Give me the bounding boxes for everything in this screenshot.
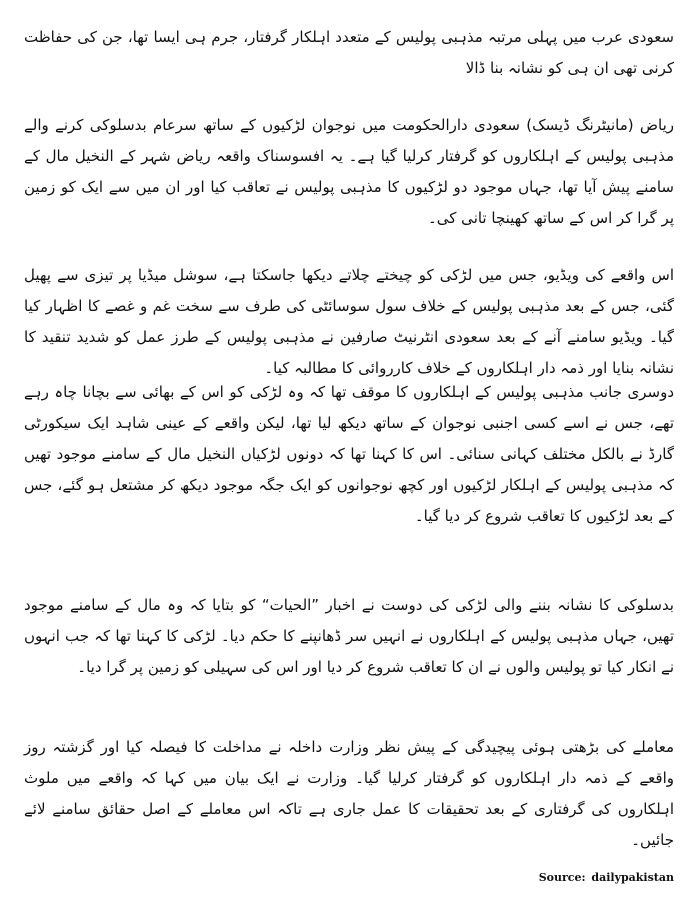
article-paragraph-2: اس واقعے کی ویڈیو، جس میں لڑکی کو چیختے چلاتے دیکھا جاسکتا ہے، سوشل میڈیا پر تیزی سے پھیل گئی، جس کے بعد مذہبی پولیس کے خلاف سول سوسائٹی کی طرف سے سخت غم و غصے کا اظہار کیا گیا۔ ویڈیو سامنے آنے کے بعد سعودی انٹرنیٹ صارفین نے مذہبی پولیس کے طرز عمل کو شدید تنقید کا نشانہ بنایا اور ذمہ دار اہلکاروں کے خلاف کارروائی کا مطالبہ کیا۔ [24,266,674,377]
source-name: dailypakistan [591,871,674,884]
article-paragraph-5: معاملے کی بڑھتی ہوئی پیچیدگی کے پیش نظر وزارت داخلہ نے مداخلت کا فیصلہ کیا اور گزشتہ روز واقعے کے ذمہ دار اہلکاروں کو گرفتار کرلیا گیا۔ وزارت نے ایک بیان میں کہا کہ واقعے میں ملوث اہلکاروں کی گرفتاری کے بعد تحقیقات کا عمل جاری ہے تاکہ اس معاملے کے اصل حقائق سامنے لائے جائیں۔ [24,738,674,849]
article-paragraph-4: بدسلوکی کا نشانہ بننے والی لڑکی کی دوست نے اخبار ”الحیات“ کو بتایا کہ وہ مال کے سامنے موجود تھیں، جہاں مذہبی پولیس کے اہلکاروں نے انہیں سر ڈھانپنے کا حکم دیا۔ لڑکی کا کہنا تھا کہ جب انہوں نے انکار کیا تو پولیس والوں نے ان کا تعاقب شروع کر دیا اور اس کی سہیلی کو زمین پر گرا دیا۔ [24,596,674,676]
source-label: Source: [538,871,586,884]
article-paragraph-3: دوسری جانب مذہبی پولیس کے اہلکاروں کا موقف تھا کہ وہ لڑکی کو اس کے بھائی سے بچانا چاہ رہے تھے، جس نے اسے کسی اجنبی نوجوان کے ساتھ دیکھ لیا تھا، لیکن واقعے کے عینی شاہد ایک سیکورٹی گارڈ نے بالکل مختلف کہانی سنائی۔ اس کا کہنا تھا کہ دونوں لڑکیاں النخیل مال کے سامنے موجود تھیں کہ مذہبی پولیس کے اہلکار لڑکیوں اور کچھ نوجوانوں کو ایک جگہ موجود دیکھ کر مشتعل ہو گئے، جس کے بعد لڑکیوں کا تعاقب شروع کر دیا گیا۔ [24,383,674,525]
article-headline: سعودی عرب میں پہلی مرتبہ مذہبی پولیس کے متعدد اہلکار گرفتار، جرم ہی ایسا تھا، جن کی حفاظت کرنی تھی ان ہی کو نشانہ بنا ڈالا [24,28,674,77]
source-credit [539,871,674,884]
article-paragraph-1: ریاض (مانیٹرنگ ڈیسک) سعودی دارالحکومت میں نوجوان لڑکیوں کے ساتھ سرعام بدسلوکی کرنے والے مذہبی پولیس کے اہلکاروں کو گرفتار کرلیا گیا ہے۔ یہ افسوسناک واقعہ ریاض شہر کے النخیل مال کے سامنے پیش آیا تھا، جہاں موجود دو لڑکیوں کا مذہبی پولیس نے تعاقب کیا اور ان میں سے ایک کو زمین پر گرا کر اس کے ساتھ کھینچا تانی کی۔ [24,116,674,227]
